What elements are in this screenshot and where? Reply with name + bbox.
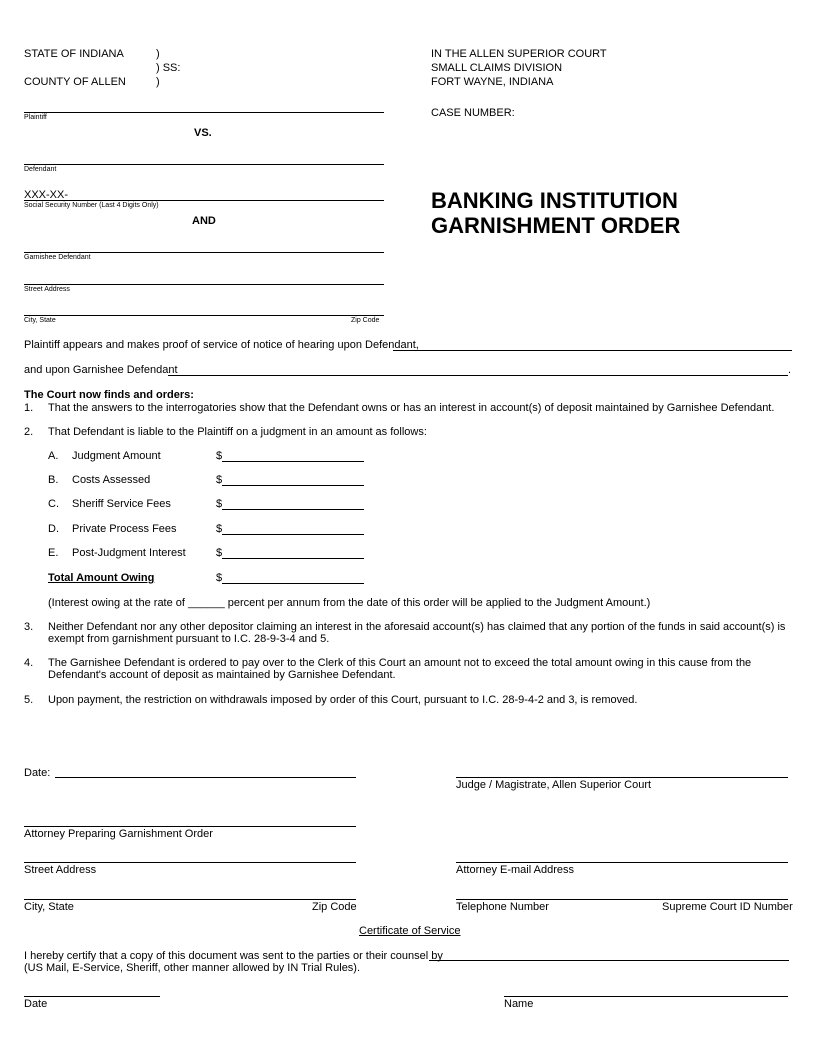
court-finds-heading: The Court now finds and orders: (24, 389, 194, 401)
case-number-label: CASE NUMBER: (431, 107, 515, 119)
certificate-date-label: Date (24, 998, 48, 1010)
and-label: AND (192, 215, 216, 227)
street-line[interactable] (24, 284, 384, 285)
attorney-email-line[interactable] (456, 862, 788, 863)
item-4-text: The Garnishee Defendant is ordered to pay over to the Clerk of this Court an amount not to exceed the total amount owing in this cause from the Defendant's account of deposit as maintained by Garnishee Defendant. (48, 657, 752, 681)
certificate-methods: (US Mail, E-Service, Sheriff, other manner allowed by IN Trial Rules). (24, 962, 361, 974)
garnishee-line[interactable] (24, 252, 384, 253)
state-paren: ) (156, 48, 160, 60)
item-4-number: 4. (24, 657, 34, 669)
certificate-name-line[interactable] (504, 996, 788, 997)
amount-label: Judgment Amount (72, 450, 161, 462)
amount-label: Private Process Fees (72, 523, 177, 535)
attorney-zip-label: Zip Code (312, 901, 357, 913)
item-3-text: Neither Defendant nor any other depositor claiming an interest in the aforesaid account(s) has claimed that any portion of the funds in said account(s) is exempt from garnishment pursuant to I.C. 28-9-3-4 and 5. (48, 621, 786, 645)
court-name: IN THE ALLEN SUPERIOR COURT (431, 48, 607, 60)
judge-signature-line[interactable] (456, 777, 788, 778)
county-label: COUNTY OF ALLEN (24, 76, 126, 88)
attorney-email-label: Attorney E-mail Address (456, 864, 574, 876)
plaintiff-label: Plaintiff (24, 114, 47, 121)
dollar-sign: $ (216, 450, 223, 462)
plaintiff-line[interactable] (24, 112, 384, 113)
total-amount-field[interactable] (222, 583, 364, 584)
proof-line[interactable] (393, 350, 792, 351)
attorney-city-line[interactable] (24, 899, 356, 900)
ssn-label: Social Security Number (Last 4 Digits Only) (24, 202, 159, 209)
ss-label: ) SS: (156, 62, 181, 74)
certificate-name-label: Name (504, 998, 534, 1010)
attorney-line[interactable] (24, 826, 356, 827)
dollar-sign: $ (216, 572, 223, 584)
proof-text: Plaintiff appears and makes proof of service of notice of hearing upon Defendant, (24, 339, 419, 351)
title-line-1: BANKING INSTITUTION (431, 188, 678, 213)
county-paren: ) (156, 76, 160, 88)
garnishee-label: Garnishee Defendant (24, 254, 91, 261)
process-fees-field[interactable] (222, 534, 364, 535)
certificate-text: I hereby certify that a copy of this document was sent to the parties or their counsel by (24, 950, 443, 962)
period: . (788, 364, 792, 376)
interest-note: (Interest owing at the rate of ______ percent per annum from the date of this order will be applied to the Judgment Amount.) (48, 597, 651, 609)
amount-letter: E. (48, 547, 59, 559)
item-3-number: 3. (24, 621, 34, 633)
costs-assessed-field[interactable] (222, 485, 364, 486)
ssn-line[interactable] (24, 200, 384, 201)
phone-label: Telephone Number (456, 901, 549, 913)
street-label: Street Address (24, 286, 70, 293)
zip-label: Zip Code (351, 317, 380, 324)
dollar-sign: $ (216, 474, 223, 486)
item-5-number: 5. (24, 694, 34, 706)
item-2-number: 2. (24, 426, 34, 438)
attorney-street-line[interactable] (24, 862, 356, 863)
amount-label: Sheriff Service Fees (72, 498, 171, 510)
total-label: Total Amount Owing (48, 572, 155, 584)
item-2-text: That Defendant is liable to the Plaintiff on a judgment in an amount as follows: (48, 426, 427, 438)
attorney-street-label: Street Address (24, 864, 97, 876)
city-label: City, State (24, 317, 56, 324)
item-1-text: That the answers to the interrogatories show that the Defendant owns or has an interest in account(s) of deposit maintained by Garnishee Defendant. (48, 402, 775, 414)
defendant-line[interactable] (24, 164, 384, 165)
dollar-sign: $ (216, 523, 223, 535)
interest-field[interactable] (222, 558, 364, 559)
title-line-2: GARNISHMENT ORDER (431, 213, 681, 238)
item-1-number: 1. (24, 402, 34, 414)
court-division: SMALL CLAIMS DIVISION (431, 62, 563, 74)
judgment-amount-field[interactable] (222, 461, 364, 462)
ssn-prefix: XXX-XX- (24, 189, 69, 201)
dollar-sign: $ (216, 498, 223, 510)
attorney-city-label: City, State (24, 901, 74, 913)
phone-line[interactable] (456, 899, 788, 900)
dollar-sign: $ (216, 547, 223, 559)
defendant-label: Defendant (24, 166, 57, 173)
amount-letter: C. (48, 498, 59, 510)
amount-label: Post-Judgment Interest (72, 547, 186, 559)
amount-letter: A. (48, 450, 59, 462)
city-line[interactable] (24, 315, 384, 316)
judge-label: Judge / Magistrate, Allen Superior Court (456, 779, 652, 791)
item-5-text: Upon payment, the restriction on withdrawals imposed by order of this Court, pursuant to I.C. 28-9-4-2 and 3, is removed. (48, 694, 638, 706)
state-label: STATE OF INDIANA (24, 48, 124, 60)
amount-label: Costs Assessed (72, 474, 151, 486)
amount-letter: D. (48, 523, 59, 535)
sheriff-fees-field[interactable] (222, 509, 364, 510)
vs-label: VS. (194, 127, 212, 139)
date-line[interactable] (55, 777, 356, 778)
garnishee-text: and upon Garnishee Defendant (24, 364, 178, 376)
garnishee-service-line[interactable] (168, 375, 788, 376)
court-city: FORT WAYNE, INDIANA (431, 76, 554, 88)
date-label: Date: (24, 767, 51, 779)
scid-label: Supreme Court ID Number (662, 901, 793, 913)
certificate-heading: Certificate of Service (359, 925, 461, 937)
amount-letter: B. (48, 474, 59, 486)
certificate-method-line[interactable] (429, 960, 789, 961)
certificate-date-line[interactable] (24, 996, 160, 997)
attorney-label: Attorney Preparing Garnishment Order (24, 828, 213, 840)
